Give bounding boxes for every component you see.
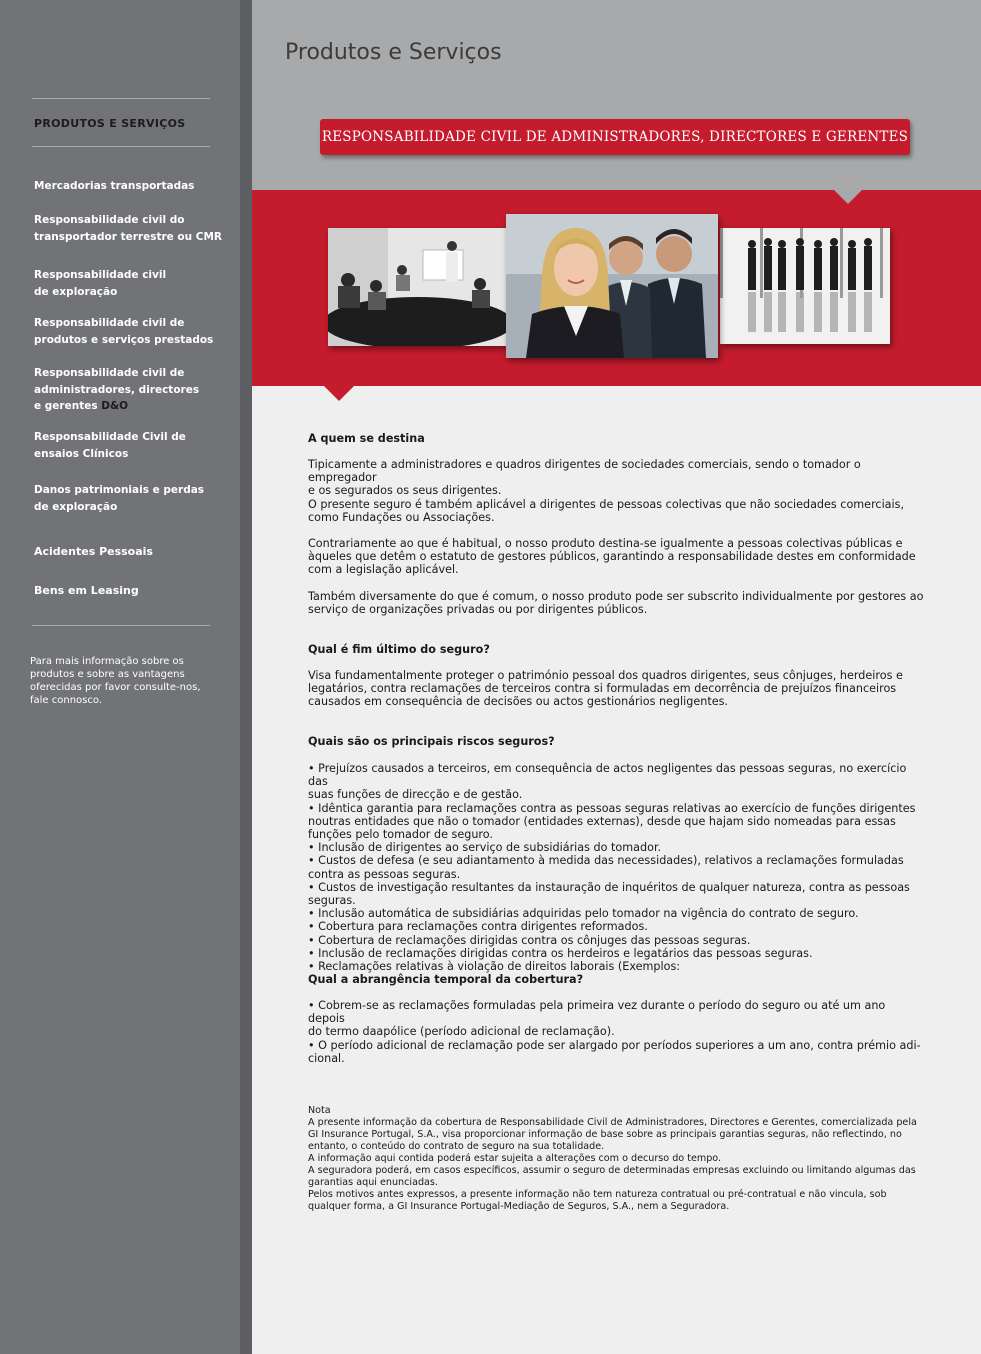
sidebar-contact-info [30,655,210,707]
sidebar-item-acidentes-pessoais[interactable] [34,544,153,561]
text-line: • Cobrem-se as reclamações formuladas pela primeira vez durante o período do seguro ou até um ano depois [308,999,886,1026]
sidebar-item-label: transportador terrestre ou CMR [34,230,223,243]
page-title: Produtos e Serviços [285,40,502,65]
sidebar-divider [32,98,210,99]
meeting-photo [328,228,506,346]
sidebar-item-label: Bens em Leasing [34,584,139,597]
paragraph [308,669,924,709]
paragraph [308,590,924,616]
risk-list [308,762,924,973]
sidebar-item-label: Responsabilidade civil de [34,317,185,329]
section-title-abrangencia: Qual a abrangência temporal da cobertura? [308,973,584,986]
sidebar-item-rc-exploracao[interactable] [34,267,166,300]
sidebar-item-label: produtos e serviços prestados [34,333,214,346]
paragraph [308,458,924,498]
sidebar-item-label: de exploração [34,500,118,513]
sidebar-item-label: de exploração [34,285,118,298]
list-item: • Inclusão de reclamações dirigidas contra os herdeiros e legatários das pessoas seguras. [308,946,813,960]
note-line: Pelos motivos antes expressos, a presente informação não tem natureza contratual ou pré-contratual e não vincula, sob [308,1189,887,1200]
sidebar-divider [32,625,210,626]
note-line: GI Insurance Portugal, S.A., visa proporcionar informação de base sobre as principais garantias seguras, não reflectindo, no [308,1129,902,1140]
sidebar-item-label: Responsabilidade civil do [34,214,185,226]
sidebar-item-label: administradores, directores [34,383,200,396]
text-line: • O período adicional de reclamação pode ser alargado por períodos superiores a um ano, contra prémio adi- [308,1039,921,1052]
list-item: • Cobertura para reclamações contra dirigentes reformados. [308,920,648,934]
text-line: como Fundações ou Associações. [308,511,495,525]
section-title-destina: A quem se destina [308,432,425,445]
sidebar-item-label: Acidentes Pessoais [34,545,153,558]
sidebar-item-label: e gerentes [34,400,98,412]
text-line: O presente seguro é também aplicável a dirigentes de pessoas colectivas que não sociedades comerciais, [308,498,905,511]
text-line: Visa fundamentalmente proteger o património pessoal dos quadros dirigentes, seus cônjuges, herdeiros e [308,669,903,682]
text-line: e os segurados os seus dirigentes. [308,484,502,498]
sidebar-item-rc-transportador[interactable] [34,212,222,245]
note-line: garantias aqui enunciadas. [308,1177,438,1188]
sidebar-heading: PRODUTOS E SERVIÇOS [34,117,186,130]
text-line: cional. [308,1052,345,1066]
section-title-riscos: Quais são os principais riscos seguros? [308,735,555,748]
text-line: com a legislação aplicável. [308,563,459,577]
sidebar-item-label: Responsabilidade Civil de [34,431,186,443]
list-item: • Custos de investigação resultantes da instauração de inquéritos de qualquer natureza, contra as pessoas seguras. [308,880,910,908]
band-notch [324,386,354,401]
list-item: suas funções de direcção e de gestão. [308,788,523,802]
text-line: causados em consequência de decisões ou actos gestionários negligentes. [308,695,728,709]
text-line: legatários, contra reclamações de terceiros contra si formuladas em decorrência de prejuízos financeiros [308,682,897,696]
list-item: • Idêntica garantia para reclamações contra as pessoas seguras relativas ao exercício de funções dirigentes [308,801,916,815]
list-item: • Reclamações relativas à violação de direitos laborais (Exemplos: [308,960,681,974]
paragraph [308,1039,924,1065]
note-line: A seguradora poderá, em casos específicos, assumir o seguro de determinadas empresas excluindo ou limitando algumas das [308,1165,916,1176]
note-line: entanto, o conteúdo do contrato de seguro na sua totalidade. [308,1141,605,1152]
sidebar-item-rc-administradores[interactable] [34,365,199,415]
text-line: serviço de organizações privadas ou por dirigentes públicos. [308,603,648,617]
text-line: Contrariamente ao que é habitual, o nosso produto destina-se igualmente a pessoas colectivas públicas e [308,537,903,550]
sidebar-item-label: Danos patrimoniais e perdas [34,484,205,496]
list-item: noutras entidades que não o tomador (entidades externas), desde que hajam sido nomeadas para essas [308,814,896,828]
sidebar-item-label: ensaios Clínicos [34,447,129,460]
list-item: • Inclusão automática de subsidiárias adquiridas pelo tomador na vigência do contrato de seguro. [308,907,859,921]
paragraph [308,498,924,524]
note-title: Nota [308,1105,331,1116]
band-notch [834,190,862,204]
text-line: do termo daapólice (período adicional de reclamação). [308,1025,615,1039]
sidebar-item-label-active: D&O [101,400,129,412]
sidebar-edge [240,0,252,1354]
note-line: A presente informação da cobertura de Responsabilidade Civil de Administradores, Directores e Gerentes, comercializada pela [308,1117,917,1128]
paragraph [308,537,924,577]
list-item: • Cobertura de reclamações dirigidas contra os cônjuges das pessoas seguras. [308,933,751,947]
sidebar [0,0,240,1354]
product-banner: RESPONSABILIDADE CIVIL DE ADMINISTRADORES, DIRECTORES E GERENTES [320,119,910,155]
text-line: Tipicamente a administradores e quadros dirigentes de sociedades comerciais, sendo o tomador o empregador [308,458,861,485]
note-line: A informação aqui contida poderá estar sujeita a alterações com o decurso do tempo. [308,1153,722,1164]
sidebar-item-danos-patrimoniais[interactable] [34,482,204,515]
team-silhouette-photo [720,228,890,344]
sidebar-item-label: Mercadorias transportadas [34,180,195,192]
sidebar-item-label: Responsabilidade civil de [34,367,185,379]
main-content [252,0,981,1354]
text-line: Também diversamente do que é comum, o nosso produto pode ser subscrito individualmente por gestores ao [308,590,924,603]
header-band [252,0,981,190]
list-item: • Prejuízos causados a terceiros, em consequência de actos negligentes das pessoas seguras, no exercício das [308,762,907,789]
info-line: fale connosco. [30,695,102,706]
sidebar-item-bens-leasing[interactable] [34,583,139,600]
info-line: produtos e sobre as vantagens [30,669,185,680]
sidebar-item-rc-produtos[interactable] [34,315,213,348]
info-line: Para mais informação sobre os [30,656,184,667]
text-line: àqueles que detêm o estatuto de gestores públicos, garantindo a responsabilidade destes em conformidade [308,550,916,564]
sidebar-divider [32,146,210,147]
section-title-fim: Qual é fim último do seguro? [308,643,490,656]
list-item: • Custos de defesa (e seu adiantamento à medida das necessidades), relativos a reclamações formuladas [308,854,904,868]
legal-note [308,1105,924,1213]
sidebar-item-rc-ensaios[interactable] [34,429,186,462]
paragraph [308,999,924,1039]
info-line: oferecidas por favor consulte-nos, [30,682,201,693]
executives-photo [506,214,718,358]
note-line: qualquer forma, a GI Insurance Portugal-Mediação de Seguros, S.A., nem a Seguradora. [308,1201,730,1212]
sidebar-item-label: Responsabilidade civil [34,269,167,281]
sidebar-item-mercadorias[interactable] [34,178,194,195]
list-item: funções pelo tomador de seguro. [308,828,493,842]
list-item: contra as pessoas seguras. [308,867,461,881]
list-item: • Inclusão de dirigentes ao serviço de subsidiárias do tomador. [308,841,662,855]
